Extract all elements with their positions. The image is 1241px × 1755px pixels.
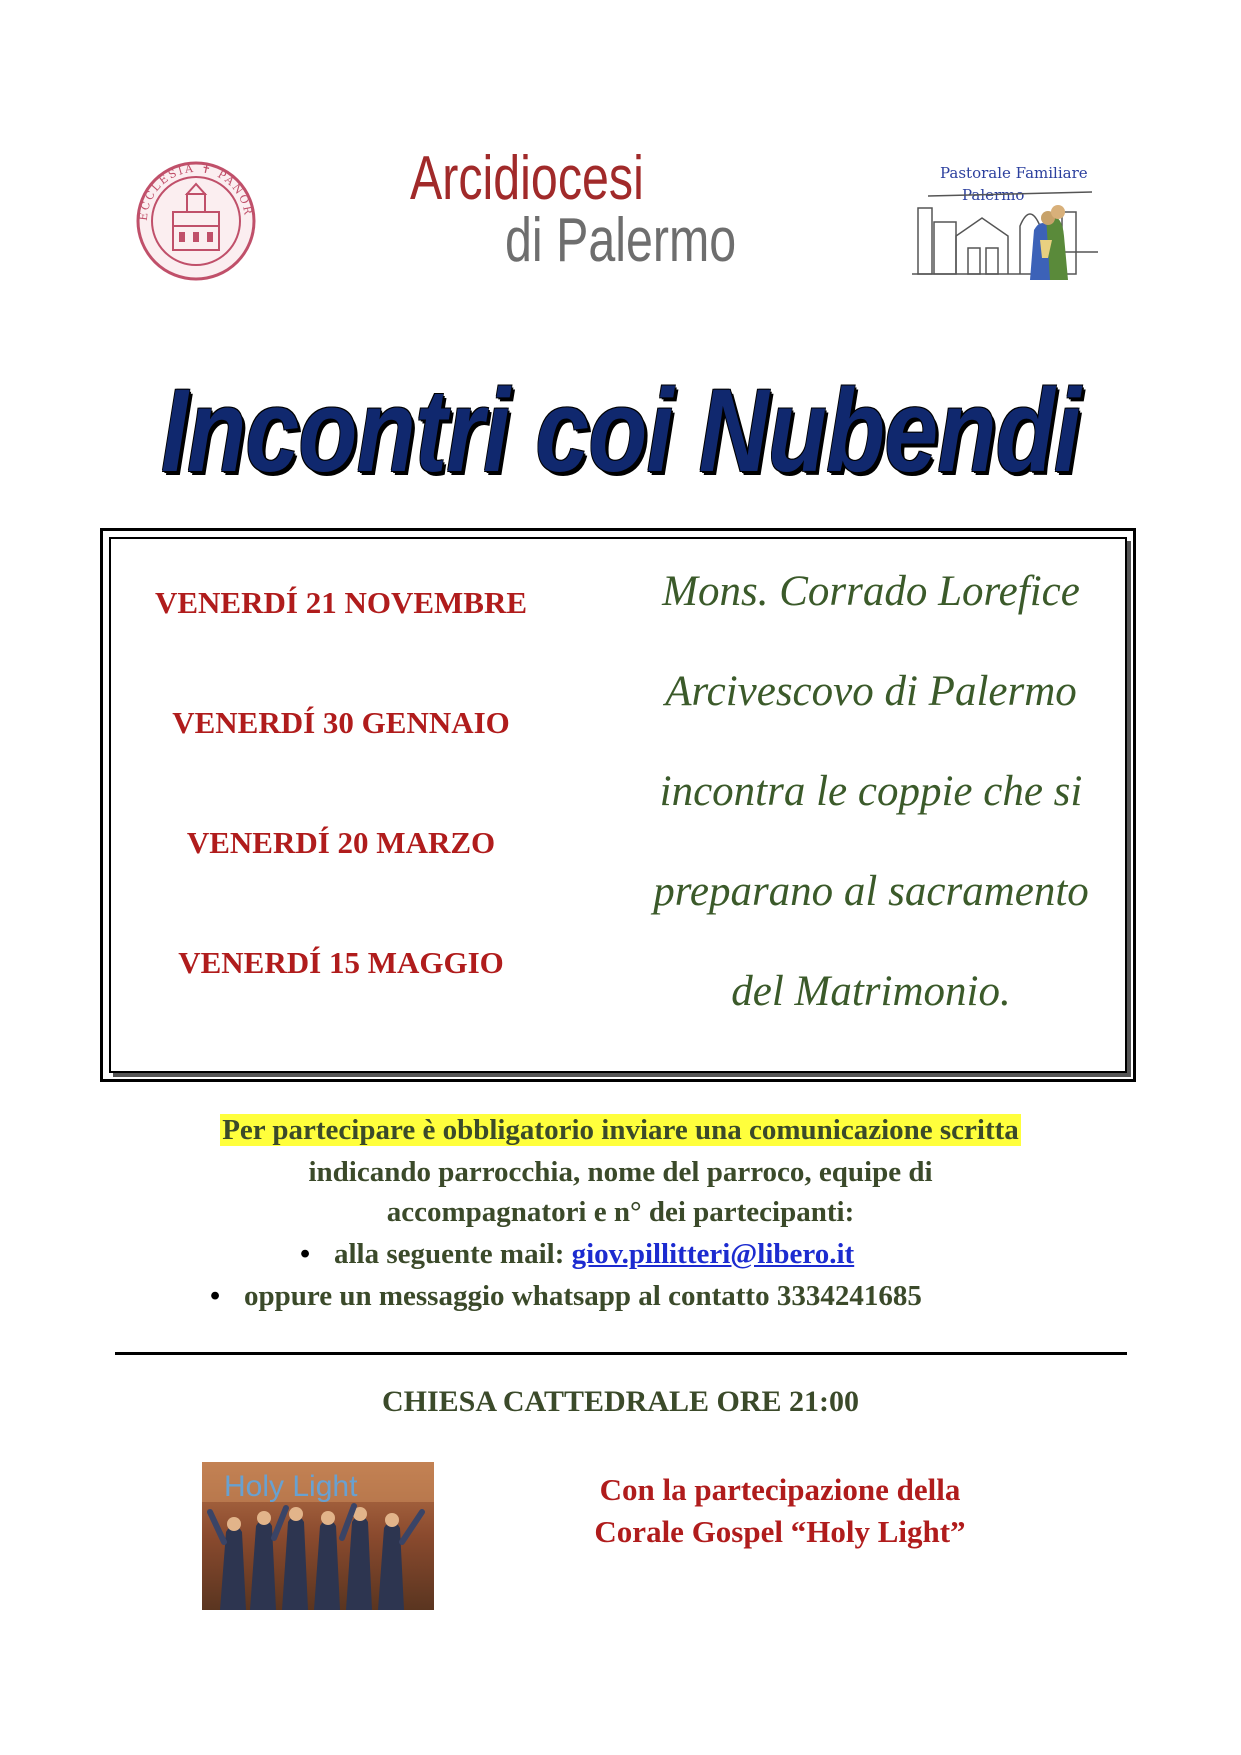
arcidiocesi-line1: Arcidiocesi [410, 144, 644, 213]
pastorale-line2: Palermo [962, 186, 1025, 204]
info-line-3: accompagnatori e n° dei partecipanti: [386, 1196, 855, 1228]
date-3: VENERDÍ 20 MARZO [186, 825, 496, 860]
date-2: VENERDÍ 30 GENNAIO [172, 705, 510, 740]
page-title: Incontri coi Nubendi [161, 365, 1080, 497]
seal-text: ECCLESIA ✝ PANOR [136, 161, 255, 222]
info-line-1 [0, 1114, 1241, 1147]
date-1: VENERDÍ 21 NOVEMBRE [154, 585, 528, 620]
bullet-dot-icon: • [210, 1280, 221, 1312]
arcidiocesi-wordmark [410, 144, 770, 275]
date-4: VENERDÍ 15 MAGGIO [178, 945, 504, 980]
info-highlight: Per partecipare è obbligatorio inviare una comunicazione scritta [222, 1114, 1019, 1146]
bullet-whatsapp-text: oppure un messaggio whatsapp al contatto 3334241685 [244, 1280, 922, 1312]
corale-line-2: Corale Gospel “Holy Light” [594, 1514, 966, 1549]
venue-time: CHIESA CATTEDRALE ORE 21:00 [381, 1385, 860, 1418]
dates-box-inner [109, 537, 1127, 1073]
message-line-1: Mons. Corrado Lorefice [662, 568, 1080, 615]
email-link[interactable]: giov.pillitteri@libero.it [571, 1238, 855, 1270]
message-line-2: Arcivescovo di Palermo [665, 668, 1077, 715]
pastorale-familiare-logo [912, 156, 1108, 284]
holy-light-choir-image [202, 1462, 434, 1610]
corale-line-1: Con la partecipazione della [599, 1472, 961, 1507]
pastorale-line1: Pastorale Familiare [940, 164, 1088, 182]
divider [115, 1352, 1127, 1355]
bullet-whatsapp [210, 1280, 922, 1313]
bullet-mail-text: alla seguente mail: [334, 1238, 572, 1270]
bullet-mail [300, 1238, 854, 1271]
message-line-4: preparano al sacramento [653, 868, 1089, 915]
message-line-3: incontra le coppie che si [659, 768, 1083, 815]
info-line-2: indicando parrocchia, nome del parroco, equipe di [308, 1156, 933, 1188]
dates-box [100, 528, 1136, 1082]
holy-light-image-label: Holy Light [224, 1470, 358, 1503]
message-line-5: del Matrimonio. [731, 968, 1011, 1015]
arcidiocesi-line2: di Palermo [505, 206, 737, 275]
bullet-dot-icon: • [300, 1238, 311, 1270]
archdiocese-seal-logo [135, 160, 257, 282]
